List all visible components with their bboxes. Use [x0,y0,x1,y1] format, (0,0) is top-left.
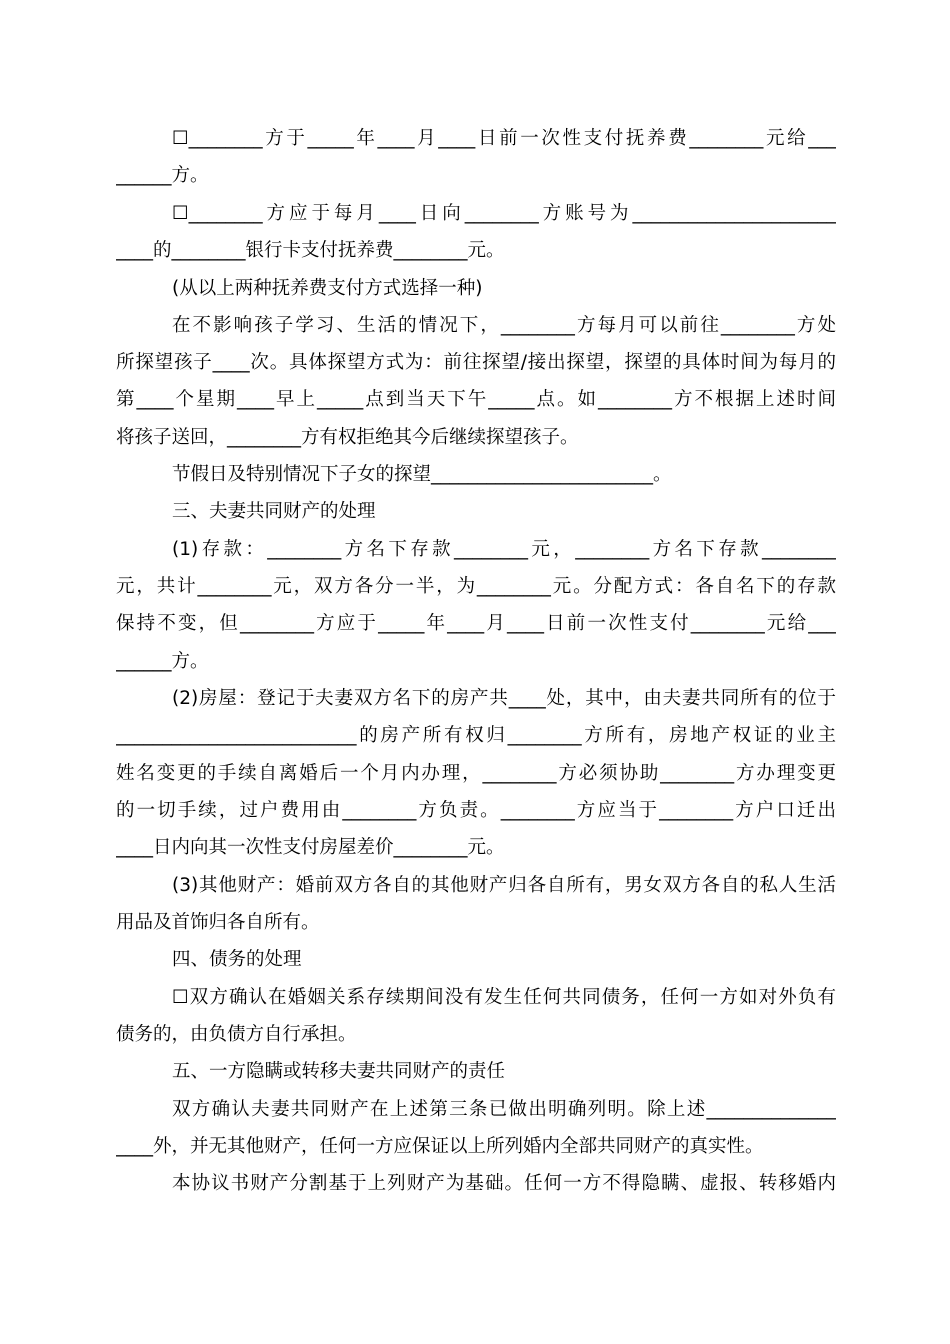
text-line-2: ______方。 [116,165,209,186]
text-line-6: 在不影响孩子学习、生活的情况下，________方每月可以前往________方处 [172,315,836,336]
text-line-12: (1)存款：________方名下存款________元，________方名下存款________ [172,539,836,560]
text-line-17: __________________________的房产所有权归________方所有，房地产权证的业主 [116,725,836,746]
text-line-10: 节假日及特别情况下子女的探望________________________。 [172,464,672,485]
text-line-8: 第____个星期____早上_____点到当天下午_____点。如________方不根据上述时间 [116,389,836,410]
text-line-16: (2)房屋：登记于夫妻双方名下的房产共____处，其中，由夫妻共同所有的位于 [172,688,836,709]
text-line-20: ____日内向其一次性支付房屋差价________元。 [116,837,505,858]
text-line-24: ☐双方确认在婚姻关系存续期间没有发生任何共同债务，任何一方如对外负有 [172,987,836,1008]
text-line-28: ____外，并无其他财产，任何一方应保证以上所列婚内全部共同财产的真实性。 [116,1136,764,1157]
text-line-22: 用品及首饰归各自所有。 [116,912,320,933]
text-line-9: 将孩子送回，________方有权拒绝其今后继续探望孩子。 [116,427,579,448]
text-line-18: 姓名变更的手续自离婚后一个月内办理，________方必须协助________方办理变更 [116,763,836,784]
text-line-4: ____的________银行卡支付抚养费________元。 [116,240,505,261]
text-line-15: ______方。 [116,651,209,672]
section-heading-3: 三、夫妻共同财产的处理 [172,501,376,522]
text-line-7: 所探望孩子____次。具体探望方式为：前往探望/接出探望，探望的具体时间为每月的 [116,352,836,373]
text-line-5: (从以上两种抚养费支付方式选择一种) [172,278,483,299]
text-line-25: 债务的，由负债方自行承担。 [116,1024,357,1045]
text-line-14: 保持不变，但________方应于_____年____月____日前一次性支付________元给___ [116,613,836,634]
text-line-29: 本协议书财产分割基于上列财产为基础。任何一方不得隐瞒、虚报、转移婚内 [172,1173,836,1194]
text-line-19: 的一切手续，过户费用由________方负责。________方应当于________方户口迁出 [116,800,836,821]
section-heading-5: 五、一方隐瞒或转移夫妻共同财产的责任 [172,1061,506,1082]
text-line-13: 元，共计________元，双方各分一半，为________元。分配方式：各自名下的存款 [116,576,836,597]
text-line-27: 双方确认夫妻共同财产在上述第三条已做出明确列明。除上述______________ [172,1099,836,1120]
text-line-3: ☐________方应于每月____日向________方账号为______________________ [172,203,836,224]
section-heading-4: 四、债务的处理 [172,949,302,970]
text-line-1: ☐________方于_____年____月____日前一次性支付抚养费________元给___ [172,128,836,149]
text-line-21: (3)其他财产：婚前双方各自的其他财产归各自所有，男女双方各自的私人生活 [172,875,836,896]
